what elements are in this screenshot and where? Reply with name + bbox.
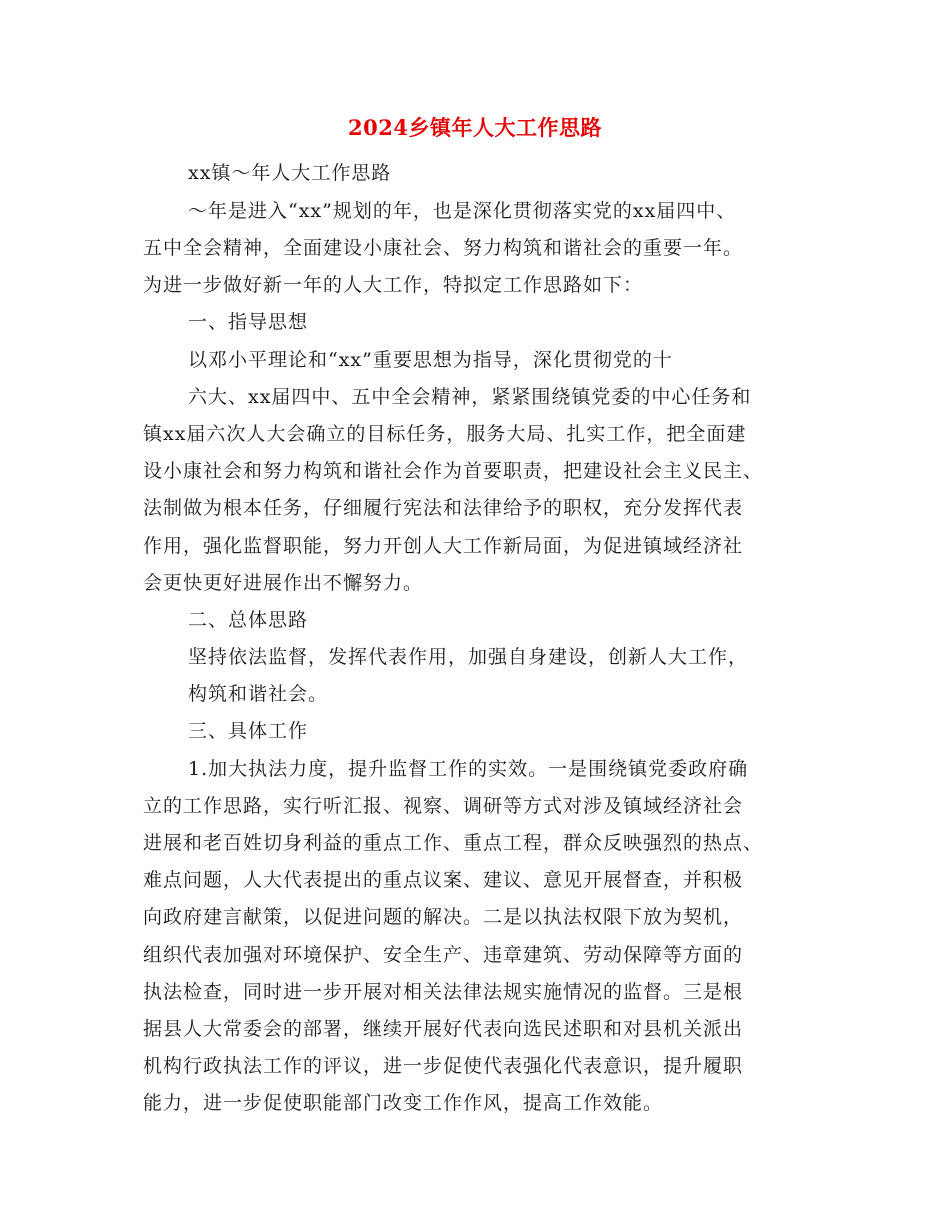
paragraph-line: 立的工作思路，实行听汇报、视察、调研等方式对涉及镇域经济社会 [143,795,744,817]
paragraph-line: 五中全会精神，全面建设小康社会、努力构筑和谐社会的重要一年。 [143,237,744,259]
paragraph-line: 难点问题，人大代表提出的重点议案、建议、意见开展督查，并积极 [143,869,744,891]
document-title: 2024乡镇年人大工作思路 [348,115,602,140]
paragraph-line: 设小康社会和努力构筑和谐社会作为首要职责，把建设社会主义民主、 [143,460,764,482]
paragraph-line: 据县人大常委会的部署，继续开展好代表向选民述职和对县机关派出 [143,1018,744,1040]
paragraph-line: 构筑和谐社会。 [188,683,329,705]
paragraph-line: 镇xx届六次人大会确立的目标任务，服务大局、扎实工作，把全面建 [143,423,747,445]
paragraph-line: 作用，强化监督职能，努力开创人大工作新局面，为促进镇域经济社 [143,535,744,557]
section-heading: 一、指导思想 [188,311,309,333]
paragraph-line: 1.加大执法力度，提升监督工作的实效。一是围绕镇党委政府确 [188,758,749,780]
paragraph-line: 执法检查，同时进一步开展对相关法律法规实施情况的监督。三是根 [143,981,744,1003]
paragraph-line: 能力，进一步促使职能部门改变工作作风，提高工作效能。 [143,1092,664,1114]
paragraph-line: 为进一步做好新一年的人大工作，特拟定工作思路如下： [143,274,644,296]
paragraph-line: 六大、xx届四中、五中全会精神，紧紧围绕镇党委的中心任务和 [188,386,752,408]
paragraph-line: 会更快更好进展作出不懈努力。 [143,572,424,594]
paragraph-line: xx镇～年人大工作思路 [188,162,392,184]
paragraph-line: 法制做为根本任务，仔细履行宪法和法律给予的职权，充分发挥代表 [143,497,744,519]
paragraph-line: 坚持依法监督，发挥代表作用，加强自身建设，创新人大工作， [188,646,749,668]
paragraph-line: ～年是进入“xx”规划的年，也是深化贯彻落实党的xx届四中、 [188,200,737,222]
section-heading: 二、总体思路 [188,609,309,631]
paragraph-line: 组织代表加强对环境保护、安全生产、违章建筑、劳动保障等方面的 [143,944,744,966]
paragraph-line: 进展和老百姓切身利益的重点工作、重点工程，群众反映强烈的热点、 [143,832,764,854]
paragraph-line: 向政府建言献策，以促进问题的解决。二是以执法权限下放为契机， [143,906,744,928]
paragraph-line: 机构行政执法工作的评议，进一步促使代表强化代表意识，提升履职 [143,1055,744,1077]
paragraph-line: 以邓小平理论和“xx”重要思想为指导，深化贯彻党的十 [188,349,673,371]
section-heading: 三、具体工作 [188,720,309,742]
